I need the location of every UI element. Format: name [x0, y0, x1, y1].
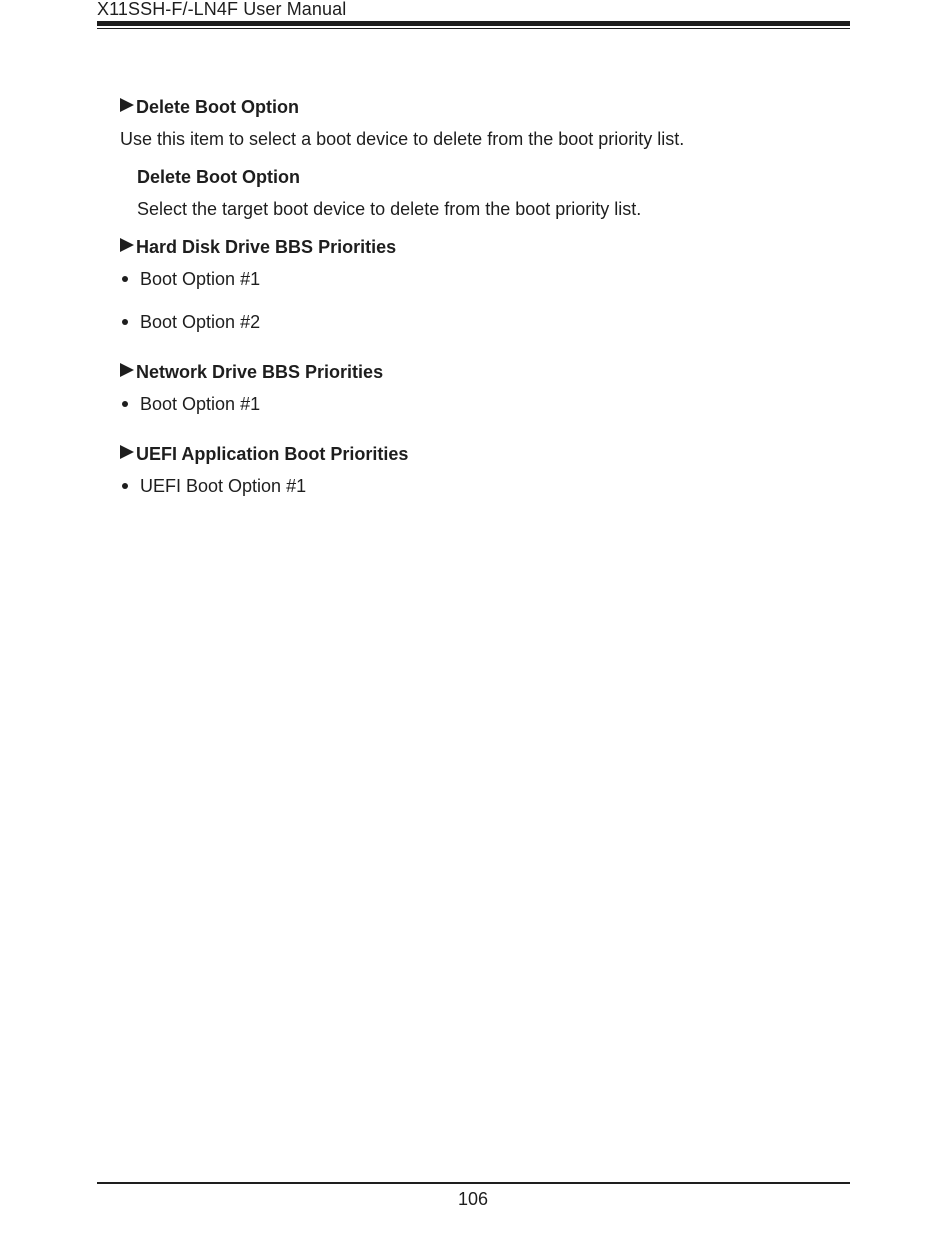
footer-divider	[97, 1182, 850, 1184]
right-triangle-icon	[120, 445, 134, 459]
section-heading	[120, 360, 840, 384]
list-item	[120, 392, 840, 416]
right-triangle-icon	[120, 238, 134, 252]
list-item-text: Boot Option #1	[140, 394, 261, 414]
option-list	[120, 474, 840, 498]
section-heading	[120, 442, 840, 466]
section-heading-text: Network Drive BBS Priorities	[136, 362, 384, 382]
section-description: Use this item to select a boot device to delete from the boot priority list.	[120, 129, 685, 149]
list-item-text: UEFI Boot Option #1	[140, 476, 307, 496]
section-heading-text: Hard Disk Drive BBS Priorities	[136, 237, 397, 257]
bullet-dot-icon	[122, 483, 128, 489]
section-hard-disk-drive-bbs-priorities	[120, 235, 840, 334]
section-heading-text: Delete Boot Option	[136, 97, 299, 117]
section-heading	[120, 95, 840, 119]
option-list	[120, 392, 840, 416]
section-network-drive-bbs-priorities	[120, 360, 840, 416]
sub-option-description: Select the target boot device to delete from the boot priority list.	[137, 199, 642, 219]
section-heading-text: UEFI Application Boot Priorities	[136, 444, 409, 464]
section-uefi-application-boot-priorities	[120, 442, 840, 498]
header-divider-thick	[97, 21, 850, 26]
sub-option-heading: Delete Boot Option	[137, 167, 300, 187]
manual-title: X11SSH-F/-LN4F User Manual	[97, 0, 347, 19]
list-item	[120, 310, 840, 334]
bullet-dot-icon	[122, 401, 128, 407]
list-item	[120, 474, 840, 498]
section-heading	[120, 235, 840, 259]
section-delete-boot-option	[120, 95, 840, 221]
page-number: 106	[457, 1189, 489, 1209]
bullet-dot-icon	[122, 276, 128, 282]
right-triangle-icon	[120, 98, 134, 112]
option-list	[120, 267, 840, 334]
list-item	[120, 267, 840, 291]
list-item-text: Boot Option #1	[140, 269, 261, 289]
bullet-dot-icon	[122, 319, 128, 325]
right-triangle-icon	[120, 363, 134, 377]
header-divider-thin	[97, 28, 850, 29]
page-content	[120, 95, 840, 498]
sub-option-block	[137, 165, 840, 221]
list-item-text: Boot Option #2	[140, 312, 261, 332]
